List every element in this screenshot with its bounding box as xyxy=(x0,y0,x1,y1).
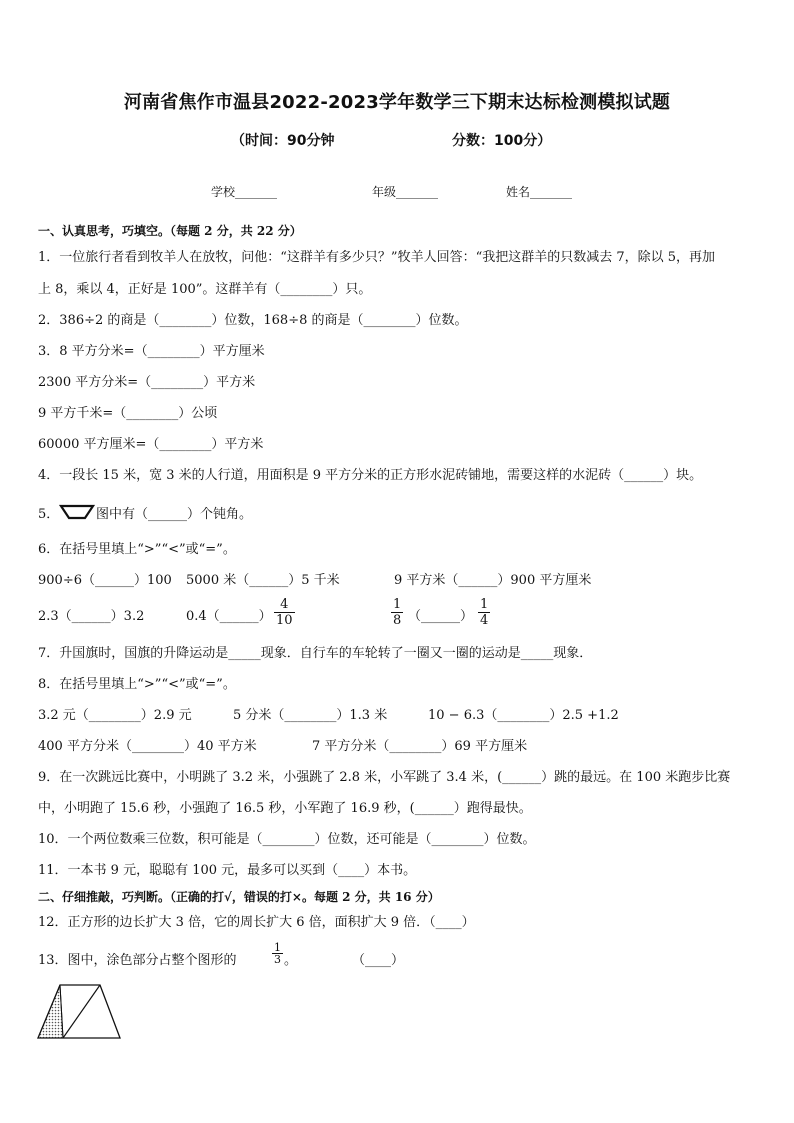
question-3c: 9 平方千米=（________）公顷 xyxy=(38,406,218,421)
parallelogram-figure xyxy=(36,982,122,1040)
fraction-numerator: 1 xyxy=(274,941,281,954)
section-heading-2: 二、仔细推敲，巧判断。（正确的打√，错误的打×。每题 2 分，共 16 分） xyxy=(38,890,440,904)
fraction-1-3 xyxy=(272,942,283,965)
question-13-blank: （____） xyxy=(352,953,405,968)
fraction-denominator: 4 xyxy=(480,613,489,628)
question-4: 4．一段长 15 米，宽 3 米的人行道，用面积是 9 平方分米的正方形水泥砖铺地，需要这样的水泥砖（______）块。 xyxy=(38,468,703,483)
question-8c: 10 − 6.3（________）2.5 +1.2 xyxy=(428,708,619,723)
section-heading-1: 一、认真思考，巧填空。（每题 2 分，共 22 分） xyxy=(38,224,302,238)
fraction-denominator: 10 xyxy=(276,613,293,628)
question-3a: 3．8 平方分米=（________）平方厘米 xyxy=(38,344,265,359)
question-8e: 7 平方分米（________）69 平方厘米 xyxy=(312,739,528,754)
question-1-line-2: 上 8，乘以 4，正好是 100”。这群羊有（________）只。 xyxy=(38,282,372,297)
question-13-text: 13．图中，涂色部分占整个图形的 xyxy=(38,953,237,968)
fraction-numerator: 4 xyxy=(274,597,295,613)
question-6d: 2.3（______）3.2 xyxy=(38,609,145,624)
question-1-line-1: 1．一位旅行者看到牧羊人在放牧，问他：“这群羊有多少只？”牧羊人回答：“我把这群羊的只数减去 7，除以 5，再加 xyxy=(38,250,716,265)
question-6: 6．在括号里填上“>”“<”或“=”。 xyxy=(38,542,236,557)
grade-field: 年级_______ xyxy=(372,185,439,199)
question-12: 12．正方形的边长扩大 3 倍，它的周长扩大 6 倍，面积扩大 9 倍．（____） xyxy=(38,915,475,930)
school-field: 学校_______ xyxy=(211,185,278,199)
question-3d: 60000 平方厘米=（________）平方米 xyxy=(38,437,264,452)
fraction-numerator: 1 xyxy=(480,597,489,612)
question-5-text: 图中有（______）个钝角。 xyxy=(96,507,253,522)
question-10: 10．一个两位数乘三位数，积可能是（________）位数，还可能是（________）位数。 xyxy=(38,832,536,847)
fraction-4-10 xyxy=(274,597,295,628)
question-6b: 5000 米（______）5 千米 xyxy=(186,573,340,588)
name-field: 姓名_______ xyxy=(506,185,573,199)
question-3b: 2300 平方分米=（________）平方米 xyxy=(38,375,256,390)
question-6a: 900÷6（______）100 xyxy=(38,573,172,588)
fraction-denominator: 8 xyxy=(393,613,402,628)
fraction-denominator: 3 xyxy=(274,953,281,966)
diagonal-line xyxy=(63,985,100,1038)
page-title: 河南省焦作市温县2022-2023学年数学三下期末达标检测模拟试题 xyxy=(123,92,671,113)
exam-score: 分数：100分） xyxy=(452,133,552,149)
question-13-period: 。 xyxy=(284,953,298,968)
trapezoid-figure xyxy=(59,503,95,521)
fraction-1-4 xyxy=(478,597,490,628)
fraction-1-8 xyxy=(391,597,403,628)
question-8a: 3.2 元（________）2.9 元 xyxy=(38,708,192,723)
fraction-numerator: 1 xyxy=(393,597,402,612)
question-6f-blank: （______） xyxy=(408,609,474,624)
question-9-line-1: 9．在一次跳远比赛中，小明跳了 3.2 米，小强跳了 2.8 米，小军跳了 3.4 米，(______）跳的最远。在 100 米跑步比赛 xyxy=(38,770,731,785)
question-5-number: 5． xyxy=(38,507,60,522)
question-8: 8．在括号里填上“>”“<”或“=”。 xyxy=(38,677,236,692)
question-8b: 5 分米（________）1.3 米 xyxy=(233,708,388,723)
question-7: 7．升国旗时，国旗的升降运动是_____现象．自行车的车轮转了一圈又一圈的运动是_____现象． xyxy=(38,646,593,661)
question-2: 2．386÷2 的商是（________）位数，168÷8 的商是（________）位数。 xyxy=(38,313,468,328)
question-6e-text: 0.4（______） xyxy=(186,609,272,624)
question-6c: 9 平方米（______）900 平方厘米 xyxy=(394,573,592,588)
question-11: 11．一本书 9 元，聪聪有 100 元，最多可以买到（____）本书。 xyxy=(38,863,417,878)
question-6e xyxy=(186,608,272,626)
question-9-line-2: 中，小明跑了 15.6 秒，小强跑了 16.5 秒，小军跑了 16.9 秒，(______）跑得最快。 xyxy=(38,801,532,816)
question-8d: 400 平方分米（________）40 平方米 xyxy=(38,739,257,754)
exam-time: （时间：90分钟 xyxy=(231,133,335,149)
